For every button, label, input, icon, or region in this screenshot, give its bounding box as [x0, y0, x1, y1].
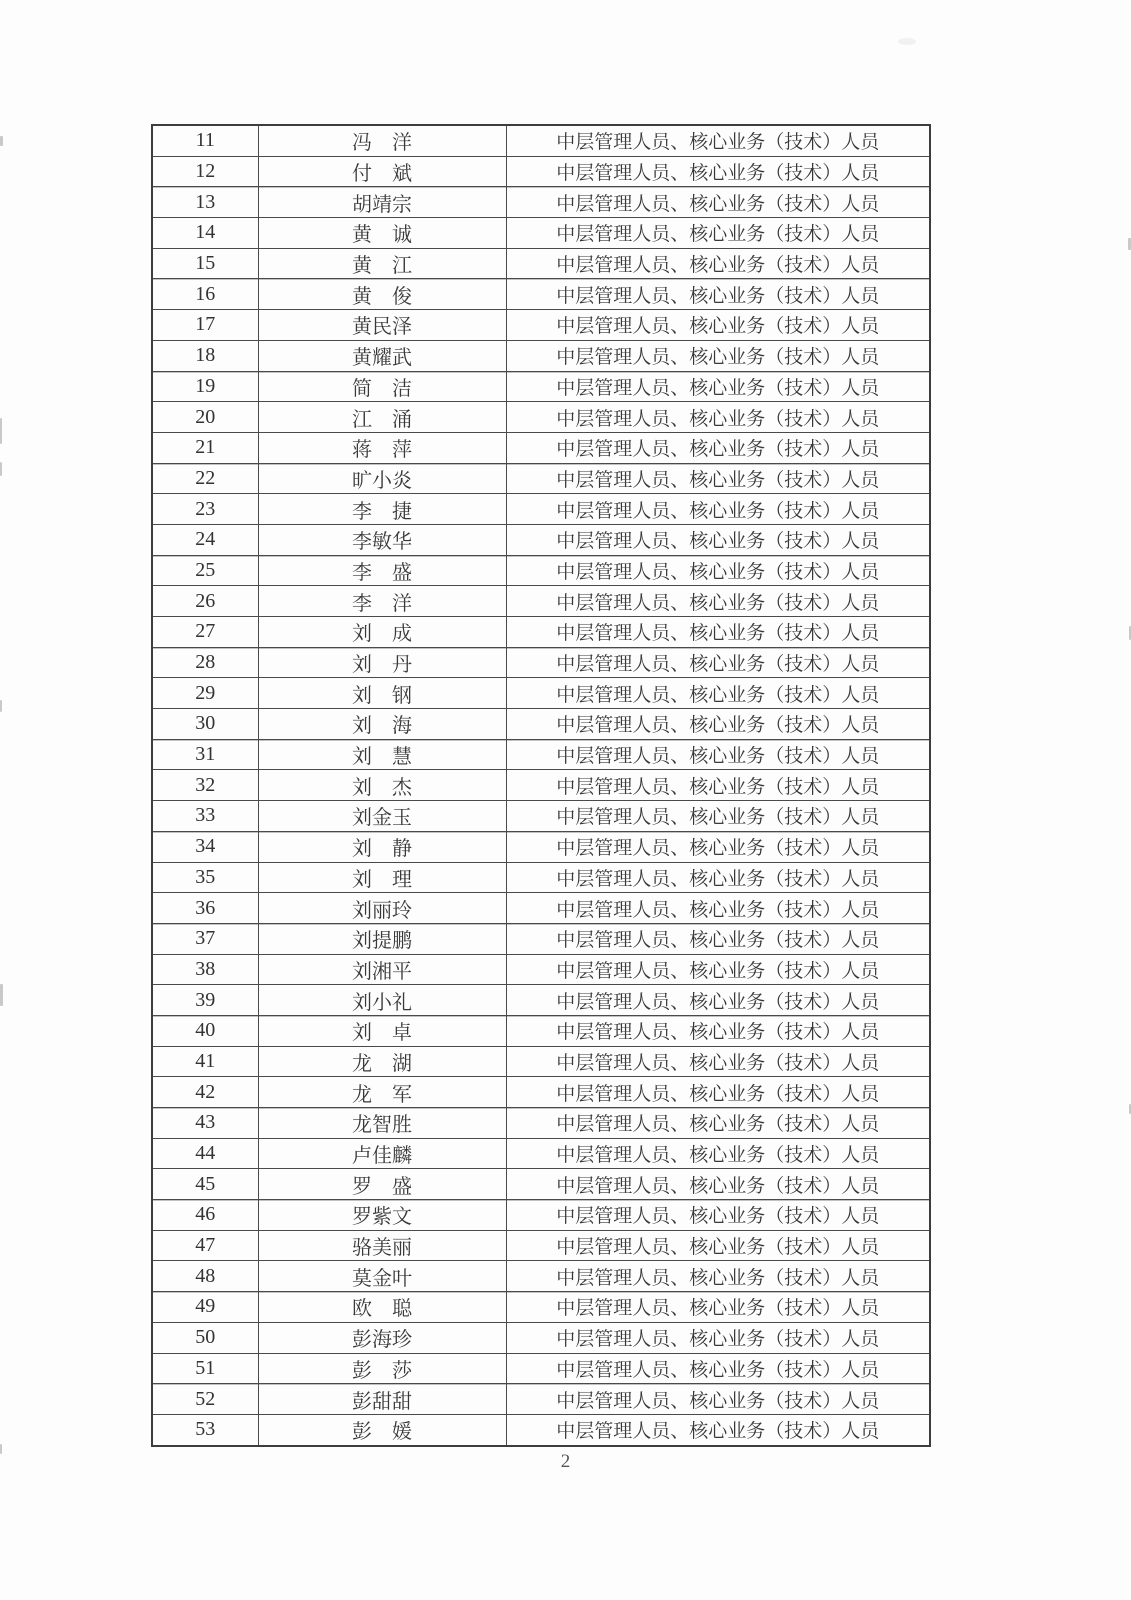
table-row	[152, 1046, 930, 1077]
person-name: 龙 湖	[258, 1046, 506, 1077]
person-name: 刘 海	[258, 709, 506, 740]
row-number: 27	[152, 617, 258, 648]
table-row	[152, 156, 930, 187]
person-name: 刘 慧	[258, 739, 506, 770]
row-number: 20	[152, 402, 258, 433]
table-row	[152, 862, 930, 893]
row-number: 49	[152, 1292, 258, 1323]
row-number: 47	[152, 1230, 258, 1261]
person-category: 中层管理人员、核心业务（技术）人员	[506, 1015, 930, 1046]
row-number: 18	[152, 340, 258, 371]
row-number: 19	[152, 371, 258, 402]
person-name: 黄 江	[258, 248, 506, 279]
person-category: 中层管理人员、核心业务（技术）人员	[506, 1353, 930, 1384]
scan-artifact	[0, 418, 2, 444]
person-name: 刘 钢	[258, 678, 506, 709]
person-category: 中层管理人员、核心业务（技术）人员	[506, 617, 930, 648]
row-number: 16	[152, 279, 258, 310]
row-number: 43	[152, 1108, 258, 1139]
table-row	[152, 524, 930, 555]
row-number: 36	[152, 893, 258, 924]
person-category: 中层管理人员、核心业务（技术）人员	[506, 709, 930, 740]
person-name: 蒋 萍	[258, 432, 506, 463]
table-row	[152, 1353, 930, 1384]
table-row	[152, 678, 930, 709]
row-number: 32	[152, 770, 258, 801]
row-number: 29	[152, 678, 258, 709]
row-number: 51	[152, 1353, 258, 1384]
row-number: 30	[152, 709, 258, 740]
person-category: 中层管理人员、核心业务（技术）人员	[506, 125, 930, 156]
table-row	[152, 494, 930, 525]
row-number: 48	[152, 1261, 258, 1292]
table-row	[152, 125, 930, 156]
table-row	[152, 187, 930, 218]
row-number: 40	[152, 1015, 258, 1046]
person-name: 刘 理	[258, 862, 506, 893]
person-category: 中层管理人员、核心业务（技术）人员	[506, 555, 930, 586]
person-category: 中层管理人员、核心业务（技术）人员	[506, 586, 930, 617]
person-category: 中层管理人员、核心业务（技术）人员	[506, 1108, 930, 1139]
person-category: 中层管理人员、核心业务（技术）人员	[506, 402, 930, 433]
person-name: 李 洋	[258, 586, 506, 617]
person-name: 刘 卓	[258, 1015, 506, 1046]
row-number: 17	[152, 310, 258, 341]
scan-artifact	[0, 462, 2, 476]
table-row	[152, 463, 930, 494]
table-row	[152, 617, 930, 648]
person-name: 刘小礼	[258, 985, 506, 1016]
row-number: 34	[152, 831, 258, 862]
table-row	[152, 1077, 930, 1108]
row-number: 22	[152, 463, 258, 494]
scan-smudge	[898, 38, 916, 45]
person-name: 骆美丽	[258, 1230, 506, 1261]
person-category: 中层管理人员、核心业务（技术）人员	[506, 1046, 930, 1077]
person-name: 黄 诚	[258, 218, 506, 249]
person-category: 中层管理人员、核心业务（技术）人员	[506, 1138, 930, 1169]
row-number: 26	[152, 586, 258, 617]
table-row	[152, 371, 930, 402]
person-category: 中层管理人员、核心业务（技术）人员	[506, 1169, 930, 1200]
person-name: 刘金玉	[258, 801, 506, 832]
person-name: 李 盛	[258, 555, 506, 586]
row-number: 42	[152, 1077, 258, 1108]
person-category: 中层管理人员、核心业务（技术）人员	[506, 678, 930, 709]
person-category: 中层管理人员、核心业务（技术）人员	[506, 770, 930, 801]
person-category: 中层管理人员、核心业务（技术）人员	[506, 432, 930, 463]
person-category: 中层管理人员、核心业务（技术）人员	[506, 1077, 930, 1108]
person-name: 刘 成	[258, 617, 506, 648]
person-name: 胡靖宗	[258, 187, 506, 218]
row-number: 31	[152, 739, 258, 770]
person-category: 中层管理人员、核心业务（技术）人员	[506, 463, 930, 494]
person-category: 中层管理人员、核心业务（技术）人员	[506, 985, 930, 1016]
table-row	[152, 801, 930, 832]
person-name: 刘丽玲	[258, 893, 506, 924]
person-name: 黄耀武	[258, 340, 506, 371]
person-name: 刘提鹏	[258, 923, 506, 954]
person-name: 龙智胜	[258, 1108, 506, 1139]
row-number: 33	[152, 801, 258, 832]
table-row	[152, 402, 930, 433]
table-row	[152, 770, 930, 801]
person-category: 中层管理人员、核心业务（技术）人员	[506, 218, 930, 249]
person-name: 罗紫文	[258, 1200, 506, 1231]
row-number: 37	[152, 923, 258, 954]
person-category: 中层管理人员、核心业务（技术）人员	[506, 524, 930, 555]
table-row	[152, 248, 930, 279]
person-category: 中层管理人员、核心业务（技术）人员	[506, 1200, 930, 1231]
table-row	[152, 1384, 930, 1415]
table-row	[152, 1138, 930, 1169]
row-number: 45	[152, 1169, 258, 1200]
person-category: 中层管理人员、核心业务（技术）人员	[506, 371, 930, 402]
person-category: 中层管理人员、核心业务（技术）人员	[506, 1230, 930, 1261]
table-row	[152, 218, 930, 249]
page-number: 2	[560, 1451, 571, 1472]
person-category: 中层管理人员、核心业务（技术）人员	[506, 801, 930, 832]
table-row	[152, 432, 930, 463]
person-name: 简 洁	[258, 371, 506, 402]
person-category: 中层管理人员、核心业务（技术）人员	[506, 1322, 930, 1353]
personnel-table-body	[152, 125, 930, 1446]
person-category: 中层管理人员、核心业务（技术）人员	[506, 494, 930, 525]
table-row	[152, 586, 930, 617]
table-row	[152, 739, 930, 770]
table-row	[152, 279, 930, 310]
table-row	[152, 1292, 930, 1323]
row-number: 38	[152, 954, 258, 985]
person-name: 彭甜甜	[258, 1384, 506, 1415]
row-number: 25	[152, 555, 258, 586]
personnel-table	[151, 124, 931, 1447]
person-name: 黄民泽	[258, 310, 506, 341]
table-row	[152, 893, 930, 924]
person-name: 彭海珍	[258, 1322, 506, 1353]
table-row	[152, 1108, 930, 1139]
person-category: 中层管理人员、核心业务（技术）人员	[506, 923, 930, 954]
table-row	[152, 310, 930, 341]
person-category: 中层管理人员、核心业务（技术）人员	[506, 310, 930, 341]
table-row	[152, 1200, 930, 1231]
person-name: 刘湘平	[258, 954, 506, 985]
table-row	[152, 1015, 930, 1046]
person-category: 中层管理人员、核心业务（技术）人员	[506, 1384, 930, 1415]
person-category: 中层管理人员、核心业务（技术）人员	[506, 248, 930, 279]
table-row	[152, 1261, 930, 1292]
row-number: 24	[152, 524, 258, 555]
person-category: 中层管理人员、核心业务（技术）人员	[506, 1261, 930, 1292]
table-row	[152, 1322, 930, 1353]
table-row	[152, 831, 930, 862]
person-category: 中层管理人员、核心业务（技术）人员	[506, 893, 930, 924]
table-row	[152, 647, 930, 678]
row-number: 15	[152, 248, 258, 279]
row-number: 11	[152, 125, 258, 156]
row-number: 50	[152, 1322, 258, 1353]
person-category: 中层管理人员、核心业务（技术）人员	[506, 156, 930, 187]
person-name: 卢佳麟	[258, 1138, 506, 1169]
row-number: 52	[152, 1384, 258, 1415]
row-number: 46	[152, 1200, 258, 1231]
person-category: 中层管理人员、核心业务（技术）人员	[506, 647, 930, 678]
row-number: 35	[152, 862, 258, 893]
person-name: 欧 聪	[258, 1292, 506, 1323]
row-number: 44	[152, 1138, 258, 1169]
table-row	[152, 1230, 930, 1261]
person-category: 中层管理人员、核心业务（技术）人员	[506, 862, 930, 893]
person-category: 中层管理人员、核心业务（技术）人员	[506, 1414, 930, 1445]
row-number: 23	[152, 494, 258, 525]
scan-artifact	[0, 700, 2, 712]
person-name: 冯 洋	[258, 125, 506, 156]
person-name: 刘 杰	[258, 770, 506, 801]
scan-artifact	[0, 136, 3, 146]
row-number: 13	[152, 187, 258, 218]
scan-artifact	[0, 984, 3, 1006]
person-category: 中层管理人员、核心业务（技术）人员	[506, 739, 930, 770]
table-row	[152, 1169, 930, 1200]
scan-artifact	[0, 1444, 2, 1454]
person-name: 付 斌	[258, 156, 506, 187]
person-name: 李 捷	[258, 494, 506, 525]
person-name: 彭 媛	[258, 1414, 506, 1445]
row-number: 21	[152, 432, 258, 463]
person-category: 中层管理人员、核心业务（技术）人员	[506, 187, 930, 218]
person-name: 江 涌	[258, 402, 506, 433]
person-name: 刘 静	[258, 831, 506, 862]
table-row	[152, 1414, 930, 1445]
person-name: 罗 盛	[258, 1169, 506, 1200]
row-number: 39	[152, 985, 258, 1016]
person-name: 龙 军	[258, 1077, 506, 1108]
table-row	[152, 985, 930, 1016]
table-row	[152, 555, 930, 586]
person-name: 莫金叶	[258, 1261, 506, 1292]
person-category: 中层管理人员、核心业务（技术）人员	[506, 831, 930, 862]
person-category: 中层管理人员、核心业务（技术）人员	[506, 1292, 930, 1323]
person-name: 彭 莎	[258, 1353, 506, 1384]
row-number: 12	[152, 156, 258, 187]
table-row	[152, 340, 930, 371]
person-name: 黄 俊	[258, 279, 506, 310]
row-number: 28	[152, 647, 258, 678]
table-row	[152, 923, 930, 954]
row-number: 14	[152, 218, 258, 249]
person-name: 刘 丹	[258, 647, 506, 678]
person-category: 中层管理人员、核心业务（技术）人员	[506, 954, 930, 985]
person-name: 旷小炎	[258, 463, 506, 494]
table-row	[152, 954, 930, 985]
person-category: 中层管理人员、核心业务（技术）人员	[506, 279, 930, 310]
row-number: 41	[152, 1046, 258, 1077]
row-number: 53	[152, 1414, 258, 1445]
person-category: 中层管理人员、核心业务（技术）人员	[506, 340, 930, 371]
table-row	[152, 709, 930, 740]
person-name: 李敏华	[258, 524, 506, 555]
